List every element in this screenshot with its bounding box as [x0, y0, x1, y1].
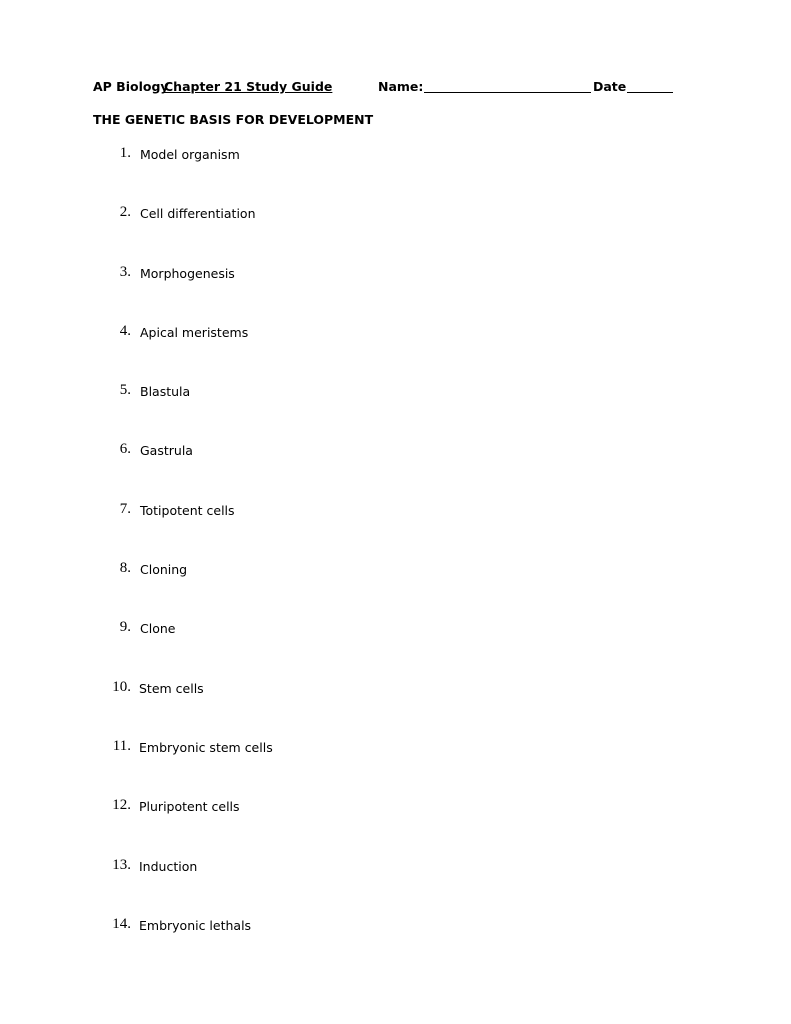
item-term: Model organism	[140, 147, 240, 162]
item-number: 11.	[112, 737, 131, 754]
item-number: 6.	[119, 441, 131, 458]
list-item	[0, 323, 791, 382]
list-item	[0, 619, 791, 678]
item-number: 12.	[112, 797, 131, 814]
list-item	[0, 204, 791, 263]
item-term: Cell differentiation	[140, 206, 256, 222]
list-item	[0, 679, 791, 738]
date-label: Date	[593, 79, 627, 94]
item-term: Cloning	[140, 562, 188, 578]
date-blank-line	[627, 92, 673, 93]
item-number: 4.	[119, 322, 131, 339]
item-number: 13.	[112, 856, 131, 873]
item-number: 8.	[119, 560, 131, 577]
item-term: Totipotent cells	[140, 502, 235, 518]
item-term: Induction	[139, 858, 198, 874]
item-number: 14.	[112, 915, 131, 932]
chapter-title: Chapter 21 Study Guide	[164, 79, 333, 94]
list-item	[0, 738, 791, 797]
item-term: Morphogenesis	[140, 265, 235, 281]
list-item	[0, 916, 791, 975]
list-item	[0, 501, 791, 560]
list-item	[0, 264, 791, 323]
list-item	[0, 382, 791, 441]
list-item	[0, 797, 791, 856]
item-term: Blastula	[140, 384, 191, 400]
item-number: 9.	[119, 619, 131, 636]
item-number: 7.	[119, 500, 131, 517]
item-term: Embryonic stem cells	[139, 739, 273, 755]
name-label: Name:	[378, 79, 424, 94]
list-item	[0, 857, 791, 916]
section-title: THE GENETIC BASIS FOR DEVELOPMENT	[93, 112, 374, 127]
page-header	[93, 79, 713, 97]
item-number: 3.	[119, 263, 131, 280]
item-term: Clone	[140, 621, 176, 637]
item-number: 1.	[119, 145, 131, 161]
item-term: Apical meristems	[140, 324, 249, 340]
item-number: 10.	[112, 678, 131, 695]
item-term: Gastrula	[140, 443, 193, 459]
list-item	[0, 145, 791, 204]
item-term: Pluripotent cells	[139, 799, 240, 815]
list-item	[0, 441, 791, 500]
list-item	[0, 560, 791, 619]
name-blank-line	[424, 92, 591, 93]
course-title: AP Biology	[93, 79, 169, 94]
item-number: 5.	[119, 382, 131, 399]
term-list	[0, 145, 791, 975]
item-number: 2.	[119, 204, 131, 221]
item-term: Embryonic lethals	[139, 917, 252, 933]
item-term: Stem cells	[139, 680, 204, 696]
